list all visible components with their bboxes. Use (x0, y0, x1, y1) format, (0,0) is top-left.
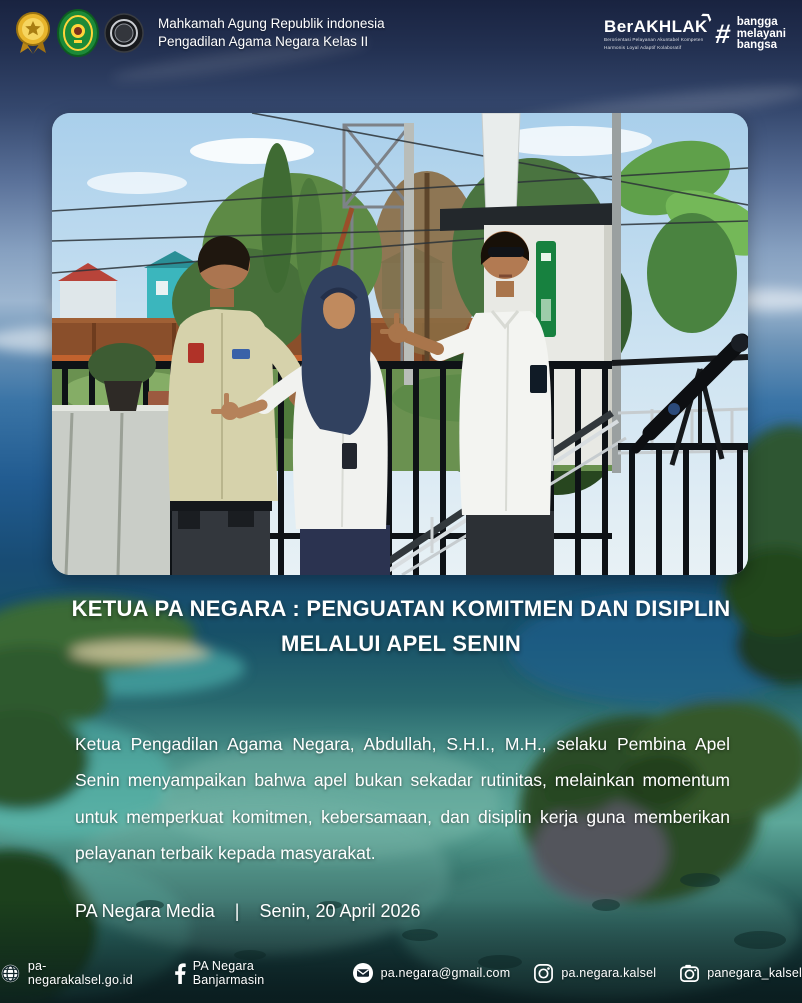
instagram-link (533, 963, 656, 984)
website-link (0, 959, 151, 987)
camera-handle-link (679, 963, 802, 984)
gold-medal-logo-icon (14, 11, 52, 55)
globe-icon (0, 963, 21, 984)
post-title (40, 592, 762, 662)
byline-date: Senin, 20 April 2026 (259, 901, 421, 921)
byline-separator: | (234, 901, 240, 921)
pengadilan-agama-seal-icon (57, 9, 99, 57)
berakhlak-word-1: bangga (736, 16, 778, 28)
title-line-2: MELALUI APEL SENIN (280, 630, 522, 656)
berakhlak-arrow-icon: ❯ (700, 9, 715, 23)
berakhlak-tagline-1: Berorientasi Pelayanan Akuntabel Kompeten (604, 36, 704, 42)
header (14, 9, 786, 57)
instagram-label: pa.negara.kalsel (561, 966, 657, 980)
email-link (352, 962, 511, 984)
title-line-1: KETUA PA NEGARA : PENGUATAN KOMITMEN DAN DISIPLIN (71, 596, 731, 621)
berakhlak-word-3: bangsa (736, 39, 778, 52)
facebook-link (174, 959, 329, 987)
berakhlak-wordmark (604, 9, 715, 51)
header-org-block (14, 9, 385, 57)
white-banner (482, 113, 520, 219)
hashtag-icon: # (713, 19, 732, 50)
berakhlak-tagline-2: Harmonis Loyal Adaptif Kolaboratif (604, 45, 682, 51)
facebook-label: PA Negara Banjarmasin (192, 959, 265, 987)
mahkamah-agung-seal-icon (104, 11, 144, 55)
photo (52, 113, 748, 575)
facebook-icon (174, 963, 186, 984)
logo-row (14, 9, 144, 57)
camera-icon (679, 963, 700, 984)
instagram-icon (533, 963, 554, 984)
bangga-melayani-bangsa (737, 17, 786, 52)
footer-contacts (0, 959, 802, 987)
camera-handle-label: panegara_kalsel (707, 966, 802, 980)
org-line2: Pengadilan Agama Negara Kelas II (158, 34, 369, 49)
org-line1: Mahkamah Agung Republik indonesia (158, 16, 385, 32)
photo-scene (52, 113, 748, 575)
berakhlak-word-2: melayani (736, 27, 786, 40)
metal-pole (612, 113, 621, 473)
berakhlak-title: BerAKHLAK (604, 16, 708, 36)
email-label: pa.negara@gmail.com (380, 966, 511, 980)
org-text (158, 15, 385, 51)
byline-source: PA Negara Media (75, 901, 215, 921)
concrete-pole (404, 123, 414, 385)
email-icon (352, 962, 374, 984)
body-paragraph: Ketua Pengadilan Agama Negara, Abdullah, S.H.I., M.H., selaku Pembina Apel Senin menyampaikan bahwa apel bukan sekadar rutinitas, melainkan momentum untuk memperkuat komitmen, kebersamaan, dan disiplin kerja guna memberikan pelayanan terbaik kepada masyarakat. (75, 734, 730, 864)
byline (75, 901, 421, 922)
berakhlak-logo (604, 9, 786, 52)
website-label: pa-negarakalsel.go.id (27, 959, 133, 987)
